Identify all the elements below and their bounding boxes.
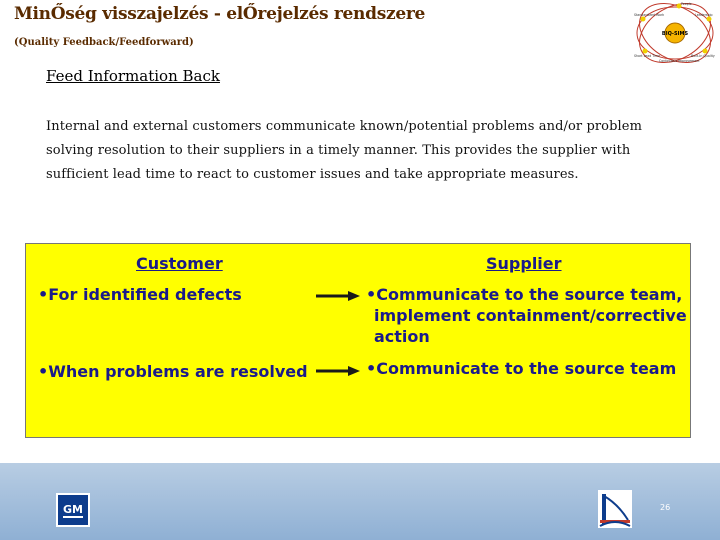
- arrow-right-icon: [316, 290, 360, 302]
- gm-logo: [56, 493, 90, 527]
- logo-label-built-in-quality: Built-In Quality: [691, 54, 715, 58]
- logo-label-leadership: Leadership: [695, 13, 713, 17]
- customer-heading: Customer: [136, 254, 223, 273]
- customer-supplier-panel: [25, 243, 691, 438]
- page-subtitle: (Quality Feedback/Feedforward): [14, 37, 194, 48]
- logo-center-label: BIQ-SIMS: [661, 31, 689, 37]
- customer-row-resolved: •When problems are resolved: [38, 362, 308, 381]
- logo-label-people: People: [681, 2, 692, 6]
- page-title: MinŐség visszajelzés - elŐrejelzés rendszere: [14, 4, 426, 24]
- page-number: 26: [660, 503, 671, 512]
- supplier-row-defects: [366, 284, 687, 347]
- customer-row-defects: •For identified defects: [38, 285, 242, 304]
- supplier-row-defects-line-2: implement containment/corrective: [374, 306, 687, 325]
- supplier-row-defects-line-3: action: [374, 327, 430, 346]
- logo-label-lead-time: Short Lead Time: [634, 54, 661, 58]
- quality-system-logo: [633, 2, 717, 64]
- logo-label-standardized: Standardized Work: [634, 13, 665, 17]
- supplier-row-defects-line-1: •Communicate to the source team,: [366, 285, 683, 304]
- section-heading: Feed Information Back: [46, 67, 220, 85]
- arrow-right-icon: [316, 365, 360, 377]
- logo-label-improvement: Continuous Improvement: [659, 59, 700, 63]
- bridge-logo: [598, 490, 632, 528]
- supplier-row-resolved: [366, 358, 676, 379]
- supplier-row-resolved-line-1: •Communicate to the source team: [366, 359, 677, 378]
- gm-logo-text: GM: [63, 503, 83, 516]
- section-body: Internal and external customers communicate known/potential problems and/or problem solving resolution to their suppliers in a timely manner. This provides the supplier with sufficient lead time to react to customer issues and take appropriate measures.: [46, 119, 643, 182]
- supplier-heading: Supplier: [486, 254, 562, 273]
